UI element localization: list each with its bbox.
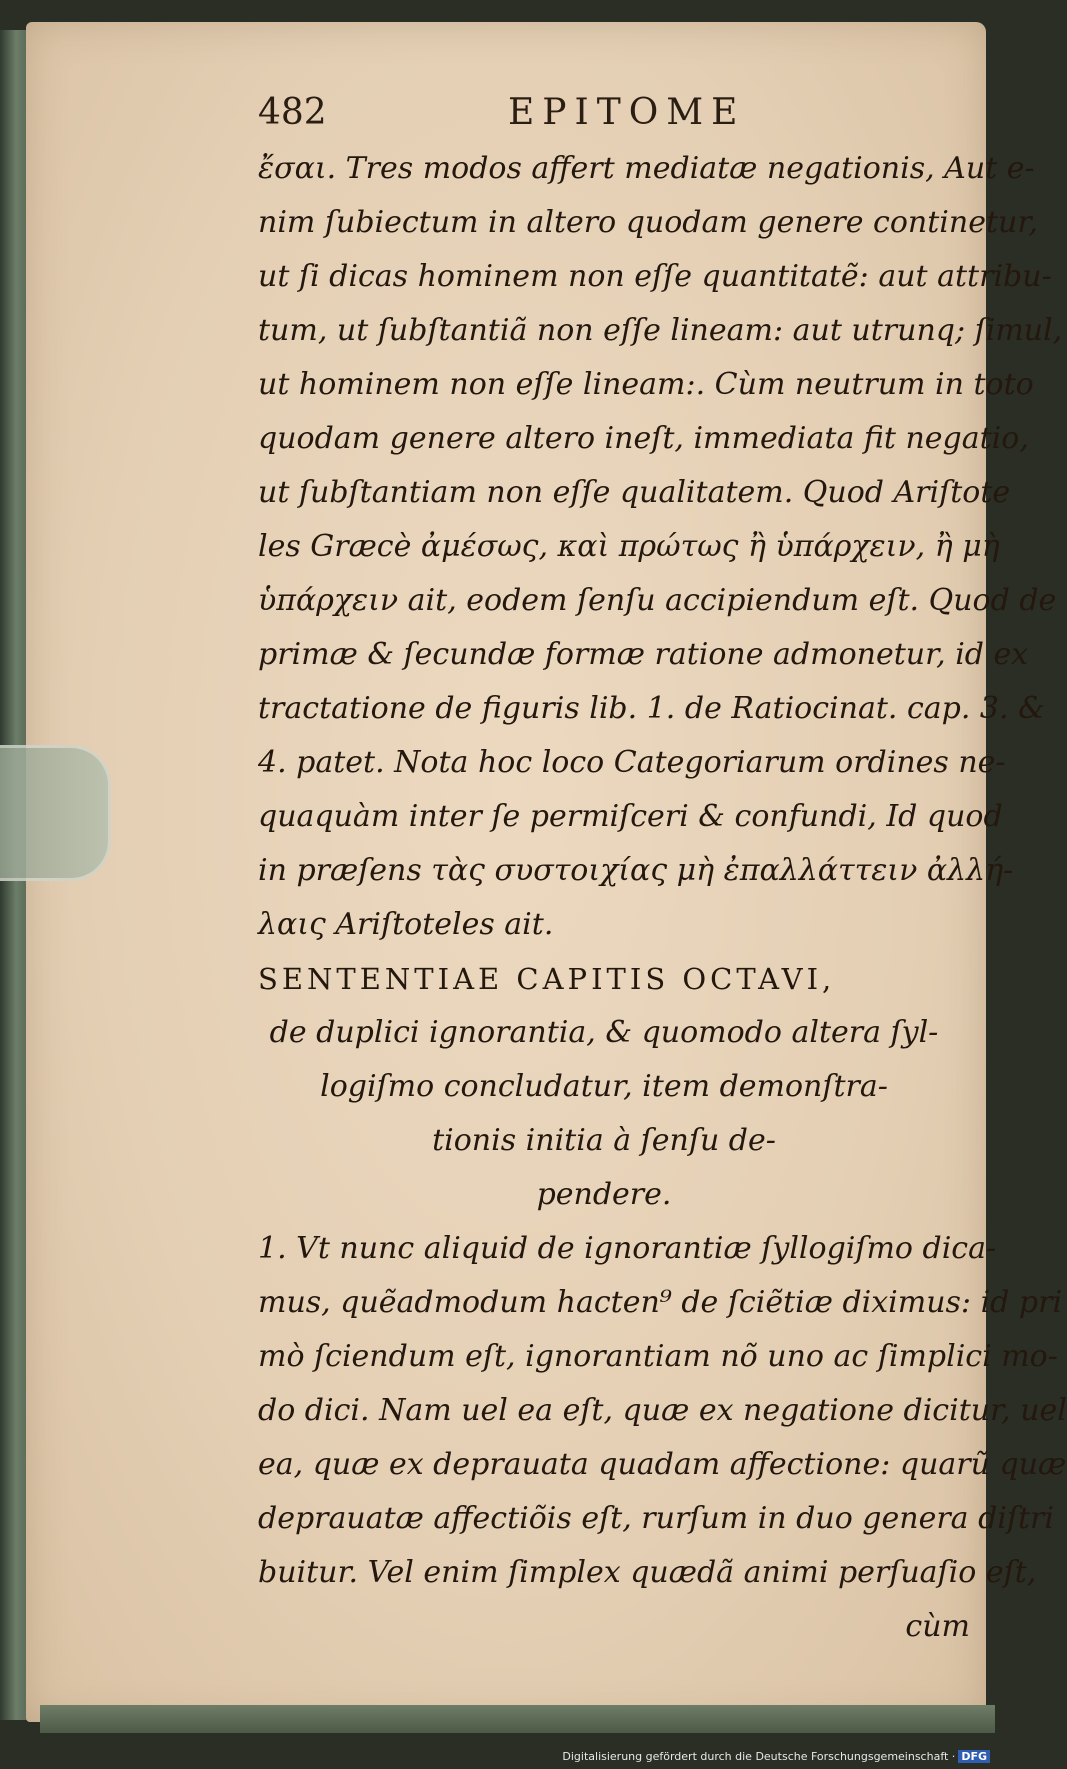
- running-title: EPITOME: [508, 92, 746, 133]
- body-line: tractatione de figuris lib. 1. de Ratiocinat. cap. 3. &: [258, 691, 1045, 726]
- body-line: ut ſubſtantiam non eſſe qualitatem. Quod Ariſtote: [258, 475, 1011, 510]
- paragraph-line: ea, quæ ex deprauata quadam affectione: quarũ quæ: [258, 1447, 1067, 1482]
- digitization-credit: [562, 1750, 990, 1763]
- body-line: nim ſubiectum in altero quodam genere continetur,: [258, 205, 1038, 240]
- body-line: primæ & ſecundæ formæ ratione admonetur, id ex: [258, 637, 1029, 672]
- paragraph-line: mus, quẽadmodum hacten⁹ de ſciẽtiæ diximus: id pri: [258, 1285, 1063, 1320]
- page-stack-bottom: [40, 1705, 995, 1733]
- body-line: ὑπάρχειν ait, eodem ſenſu accipiendum eſt. Quod de: [258, 583, 1057, 618]
- section-subheading-line: de duplici ignorantia, & quomodo altera ſyl-: [269, 1015, 939, 1050]
- section-subheading-line: tionis initia à ſenſu de-: [432, 1123, 776, 1158]
- section-subheading-line: logiſmo concludatur, item demonſtra-: [320, 1069, 888, 1104]
- paragraph-line: 1. Vt nunc aliquid de ignorantiæ ſyllogiſmo dica-: [258, 1231, 997, 1266]
- body-line: λαις Ariſtoteles ait.: [258, 907, 554, 942]
- section-heading: SENTENTIAE CAPITIS OCTAVI,: [258, 962, 836, 996]
- catchword: cùm: [905, 1609, 970, 1644]
- page-number: 482: [258, 92, 327, 133]
- body-line: ut hominem non eſſe lineam:. Cùm neutrum in toto: [258, 367, 1034, 402]
- body-line: les Græcè ἀμέσως, καὶ πρώτως ἢ ὑπάρχειν, ἢ μὴ: [258, 529, 1000, 564]
- credit-text: Digitalisierung gefördert durch die Deutsche Forschungsgemeinschaft ·: [562, 1750, 956, 1763]
- paragraph-line: do dici. Nam uel ea eſt, quæ ex negatione dicitur, uel: [258, 1393, 1067, 1428]
- section-subheading-line: pendere.: [536, 1177, 672, 1212]
- body-line: quaquàm inter ſe permiſceri & confundi, Id quod: [258, 799, 1003, 834]
- text-block: [258, 142, 1067, 1654]
- body-line: ut ſi dicas hominem non eſſe quantitatẽ: aut attribu-: [258, 259, 1052, 294]
- dfg-logo: DFG: [958, 1750, 990, 1763]
- body-line: 4. patet. Nota hoc loco Categoriarum ordines ne-: [258, 745, 1006, 780]
- body-line: in præſens τὰς συστοιχίας μὴ ἐπαλλάττειν ἀλλή-: [258, 853, 1014, 888]
- paragraph-line: deprauatæ affectiõis eſt, rurſum in duo genera diſtri: [258, 1501, 1054, 1536]
- body-line: quodam genere altero ineſt, immediata fit negatio,: [258, 421, 1029, 456]
- paragraph-line: buitur. Vel enim ſimplex quædã animi perſuaſio eſt,: [258, 1555, 1037, 1590]
- body-line: tum, ut ſubſtantiã non eſſe lineam: aut utrunq; ſimul,: [258, 313, 1063, 348]
- body-line: ἔσαι. Tres modos affert mediatæ negationis, Aut e-: [258, 151, 1035, 186]
- paragraph-line: mò ſciendum eſt, ignorantiam nõ uno ac ſimplici mo-: [258, 1339, 1058, 1374]
- bookmark-ribbon: [0, 745, 111, 881]
- page-header: [258, 92, 958, 142]
